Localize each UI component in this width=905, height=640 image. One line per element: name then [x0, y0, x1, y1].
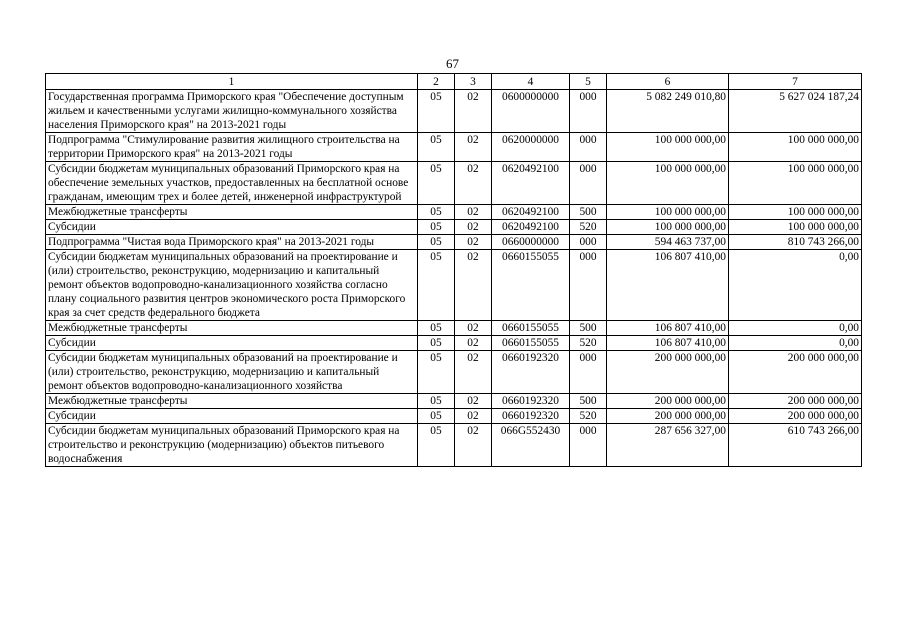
table-row: [46, 394, 862, 409]
row-amount-col7: 100 000 000,00: [729, 133, 862, 162]
header-row: [46, 74, 862, 90]
row-amount-col7: 810 743 266,00: [729, 235, 862, 250]
row-subsection: 02: [455, 394, 492, 409]
row-amount-col7: 100 000 000,00: [729, 220, 862, 235]
row-section: 05: [418, 90, 455, 133]
row-subsection: 02: [455, 90, 492, 133]
row-amount-col6: 100 000 000,00: [607, 133, 729, 162]
row-subsection: 02: [455, 162, 492, 205]
row-name: Межбюджетные трансферты: [46, 321, 418, 336]
row-subsection: 02: [455, 205, 492, 220]
row-target-article: 0620492100: [492, 205, 570, 220]
row-target-article: 0600000000: [492, 90, 570, 133]
row-amount-col7: 0,00: [729, 321, 862, 336]
row-target-article: 0660192320: [492, 351, 570, 394]
row-section: 05: [418, 162, 455, 205]
row-subsection: 02: [455, 336, 492, 351]
row-target-article: 0660155055: [492, 250, 570, 321]
row-amount-col7: 200 000 000,00: [729, 351, 862, 394]
table-row: [46, 220, 862, 235]
row-section: 05: [418, 321, 455, 336]
row-section: 05: [418, 351, 455, 394]
row-section: 05: [418, 409, 455, 424]
row-amount-col6: 106 807 410,00: [607, 336, 729, 351]
table-row: [46, 409, 862, 424]
row-section: 05: [418, 205, 455, 220]
table-row: [46, 133, 862, 162]
row-name: Межбюджетные трансферты: [46, 394, 418, 409]
row-name: Субсидии бюджетам муниципальных образований Приморского края на строительство и реконструкцию (модернизацию) объектов питьевого водоснабжения: [46, 424, 418, 467]
header-col-5: 5: [570, 74, 607, 90]
row-target-article: 0660155055: [492, 336, 570, 351]
table-row: [46, 250, 862, 321]
table-row: [46, 424, 862, 467]
row-expense-type: 520: [570, 409, 607, 424]
row-expense-type: 500: [570, 321, 607, 336]
table-row: [46, 205, 862, 220]
header-col-3: 3: [455, 74, 492, 90]
row-name: Субсидии бюджетам муниципальных образований на проектирование и (или) строительство, реконструкцию, модернизацию и капитальный ремонт объектов водопроводно-канализационного хозяйства согласно плану социального развития центров экономического роста Приморского края за счет средств федерального бюджета: [46, 250, 418, 321]
header-col-6: 6: [607, 74, 729, 90]
row-subsection: 02: [455, 250, 492, 321]
row-expense-type: 000: [570, 90, 607, 133]
row-amount-col6: 594 463 737,00: [607, 235, 729, 250]
header-col-2: 2: [418, 74, 455, 90]
row-target-article: 0620492100: [492, 220, 570, 235]
row-subsection: 02: [455, 235, 492, 250]
row-name: Межбюджетные трансферты: [46, 205, 418, 220]
row-section: 05: [418, 250, 455, 321]
row-expense-type: 000: [570, 424, 607, 467]
row-amount-col6: 106 807 410,00: [607, 250, 729, 321]
row-expense-type: 000: [570, 162, 607, 205]
row-expense-type: 500: [570, 394, 607, 409]
row-section: 05: [418, 336, 455, 351]
page-number: 67: [446, 56, 459, 71]
header-col-4: 4: [492, 74, 570, 90]
row-name: Субсидии: [46, 409, 418, 424]
table-row: [46, 351, 862, 394]
row-amount-col7: 0,00: [729, 336, 862, 351]
row-target-article: 0660192320: [492, 409, 570, 424]
row-target-article: 0660155055: [492, 321, 570, 336]
row-name: Субсидии бюджетам муниципальных образований на проектирование и (или) строительство, реконструкцию, модернизацию и капитальный ремонт объектов водопроводно-канализационного хозяйства: [46, 351, 418, 394]
row-amount-col6: 100 000 000,00: [607, 205, 729, 220]
row-name: Субсидии: [46, 336, 418, 351]
row-expense-type: 000: [570, 250, 607, 321]
row-subsection: 02: [455, 133, 492, 162]
row-expense-type: 000: [570, 133, 607, 162]
row-amount-col6: 100 000 000,00: [607, 162, 729, 205]
row-expense-type: 520: [570, 336, 607, 351]
row-amount-col7: 100 000 000,00: [729, 205, 862, 220]
row-subsection: 02: [455, 321, 492, 336]
table-body: [46, 90, 862, 467]
row-name: Подпрограмма "Стимулирование развития жилищного строительства на территории Приморского края" на 2013-2021 годы: [46, 133, 418, 162]
row-name: Подпрограмма "Чистая вода Приморского края" на 2013-2021 годы: [46, 235, 418, 250]
budget-table: [45, 73, 862, 467]
row-expense-type: 500: [570, 205, 607, 220]
row-amount-col6: 287 656 327,00: [607, 424, 729, 467]
table-row: [46, 90, 862, 133]
row-name: Государственная программа Приморского края "Обеспечение доступным жильем и качественными услугами жилищно-коммунального хозяйства населения Приморского края" на 2013-2021 годы: [46, 90, 418, 133]
row-section: 05: [418, 394, 455, 409]
row-subsection: 02: [455, 351, 492, 394]
row-amount-col7: 200 000 000,00: [729, 394, 862, 409]
row-target-article: 0660192320: [492, 394, 570, 409]
row-target-article: 0620000000: [492, 133, 570, 162]
row-amount-col7: 610 743 266,00: [729, 424, 862, 467]
table-row: [46, 321, 862, 336]
row-amount-col7: 5 627 024 187,24: [729, 90, 862, 133]
row-section: 05: [418, 424, 455, 467]
row-amount-col6: 5 082 249 010,80: [607, 90, 729, 133]
row-subsection: 02: [455, 409, 492, 424]
row-section: 05: [418, 235, 455, 250]
row-amount-col7: 100 000 000,00: [729, 162, 862, 205]
header-col-7: 7: [729, 74, 862, 90]
row-subsection: 02: [455, 424, 492, 467]
row-amount-col6: 200 000 000,00: [607, 409, 729, 424]
row-amount-col7: 200 000 000,00: [729, 409, 862, 424]
row-target-article: 066G552430: [492, 424, 570, 467]
row-target-article: 0660000000: [492, 235, 570, 250]
row-target-article: 0620492100: [492, 162, 570, 205]
row-amount-col6: 200 000 000,00: [607, 394, 729, 409]
row-amount-col6: 200 000 000,00: [607, 351, 729, 394]
table-row: [46, 336, 862, 351]
row-section: 05: [418, 133, 455, 162]
row-section: 05: [418, 220, 455, 235]
table-row: [46, 235, 862, 250]
row-amount-col6: 100 000 000,00: [607, 220, 729, 235]
row-amount-col6: 106 807 410,00: [607, 321, 729, 336]
row-name: Субсидии: [46, 220, 418, 235]
header-col-1: 1: [46, 74, 418, 90]
row-subsection: 02: [455, 220, 492, 235]
row-amount-col7: 0,00: [729, 250, 862, 321]
row-expense-type: 520: [570, 220, 607, 235]
row-expense-type: 000: [570, 351, 607, 394]
row-name: Субсидии бюджетам муниципальных образований Приморского края на обеспечение земельных участков, предоставленных на бесплатной основе гражданам, имеющим трех и более детей, инженерной инфраструктурой: [46, 162, 418, 205]
row-expense-type: 000: [570, 235, 607, 250]
table-row: [46, 162, 862, 205]
